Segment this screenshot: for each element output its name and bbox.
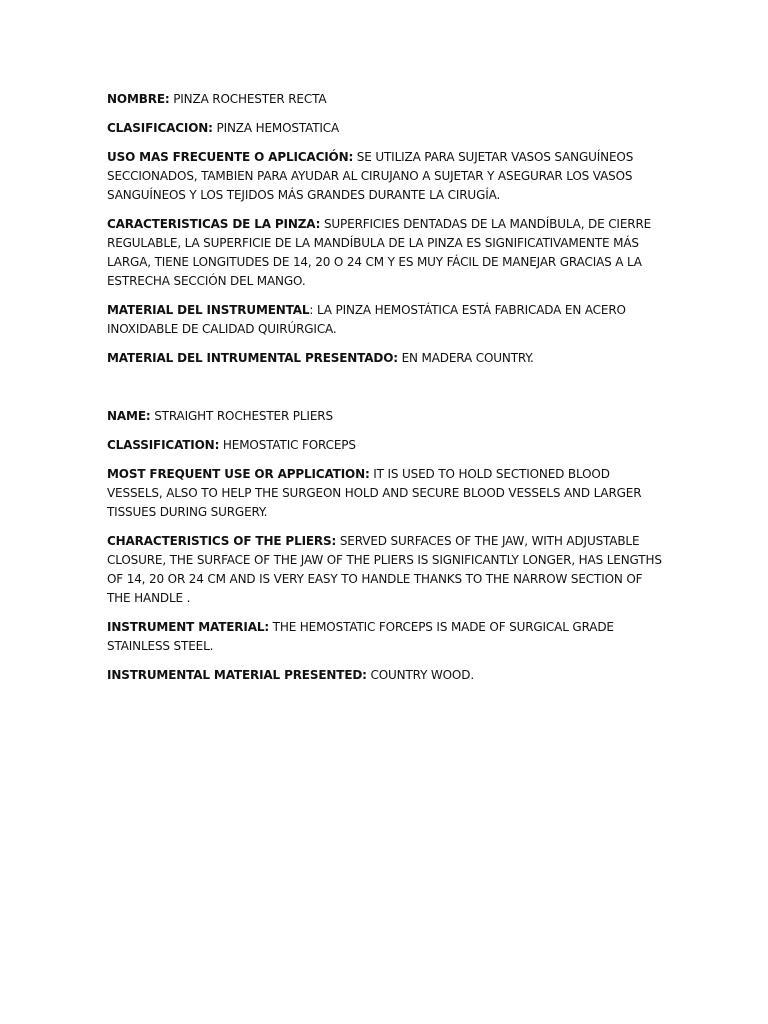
characteristics-paragraph xyxy=(107,532,667,608)
caracteristicas-label: CARACTERISTICAS DE LA PINZA: xyxy=(107,217,321,231)
material-presentado-paragraph xyxy=(107,349,667,368)
use-value: IT IS USED TO HOLD SECTIONED BLOOD VESSELS, ALSO TO HELP THE SURGEON HOLD AND SECURE BLOOD VESSELS AND LARGER TISSUES DURING SURGERY. xyxy=(107,467,642,519)
classification-label: CLASSIFICATION: xyxy=(107,438,220,452)
use-paragraph xyxy=(107,465,667,522)
material-value: : LA PINZA HEMOSTÁTICA ESTÁ FABRICADA EN ACERO INOXIDABLE DE CALIDAD QUIRÚRGICA. xyxy=(107,303,626,336)
nombre-paragraph xyxy=(107,90,667,109)
instrument-material-label: INSTRUMENT MATERIAL: xyxy=(107,620,269,634)
material-presentado-value: EN MADERA COUNTRY. xyxy=(397,351,534,365)
document-page xyxy=(107,90,667,695)
clasificacion-paragraph xyxy=(107,119,667,138)
material-presented-label: INSTRUMENTAL MATERIAL PRESENTED: xyxy=(107,668,367,682)
material-presented-paragraph xyxy=(107,666,667,685)
english-section xyxy=(107,407,667,685)
name-label: NAME: xyxy=(107,409,151,423)
characteristics-label: CHARACTERISTICS OF THE PLIERS: xyxy=(107,534,337,548)
caracteristicas-value: SUPERFICIES DENTADAS DE LA MANDÍBULA, DE CIERRE REGULABLE, LA SUPERFICIE DE LA MANDÍBULA DE LA PINZA ES SIGNIFICATIVAMENTE MÁS LARGA, TIENE LONGITUDES DE 14, 20 O 24 CM Y ES MUY FÁCIL DE MANEJAR GRACIAS A LA ESTRECHA SECCIÓN DEL MANGO. xyxy=(107,217,652,288)
section-spacer xyxy=(107,378,667,407)
material-label: MATERIAL DEL INSTRUMENTAL xyxy=(107,303,310,317)
classification-paragraph xyxy=(107,436,667,455)
material-paragraph xyxy=(107,301,667,339)
clasificacion-value: PINZA HEMOSTATICA xyxy=(212,121,340,135)
uso-label: USO MAS FRECUENTE O APLICACIÓN: xyxy=(107,150,354,164)
uso-paragraph xyxy=(107,148,667,205)
name-value: STRAIGHT ROCHESTER PLIERS xyxy=(150,409,333,423)
caracteristicas-paragraph xyxy=(107,215,667,291)
characteristics-value: SERVED SURFACES OF THE JAW, WITH ADJUSTABLE CLOSURE, THE SURFACE OF THE JAW OF THE PLIERS IS SIGNIFICANTLY LONGER, HAS LENGTHS OF 14, 20 OR 24 CM AND IS VERY EASY TO HANDLE THANKS TO THE NARROW SECTION OF THE HANDLE . xyxy=(107,534,662,605)
material-presentado-label: MATERIAL DEL INTRUMENTAL PRESENTADO: xyxy=(107,351,398,365)
classification-value: HEMOSTATIC FORCEPS xyxy=(219,438,356,452)
uso-value: SE UTILIZA PARA SUJETAR VASOS SANGUÍNEOS SECCIONADOS, TAMBIEN PARA AYUDAR AL CIRUJANO A SUJETAR Y ASEGURAR LOS VASOS SANGUÍNEOS Y LOS TEJIDOS MÁS GRANDES DURANTE LA CIRUGÍA. xyxy=(107,150,634,202)
material-presented-value: COUNTRY WOOD. xyxy=(366,668,474,682)
instrument-material-value: THE HEMOSTATIC FORCEPS IS MADE OF SURGICAL GRADE STAINLESS STEEL. xyxy=(107,620,614,653)
nombre-value: PINZA ROCHESTER RECTA xyxy=(169,92,327,106)
clasificacion-label: CLASIFICACION: xyxy=(107,121,213,135)
instrument-material-paragraph xyxy=(107,618,667,656)
spanish-section xyxy=(107,90,667,368)
use-label: MOST FREQUENT USE OR APPLICATION: xyxy=(107,467,370,481)
nombre-label: NOMBRE: xyxy=(107,92,170,106)
name-paragraph xyxy=(107,407,667,426)
